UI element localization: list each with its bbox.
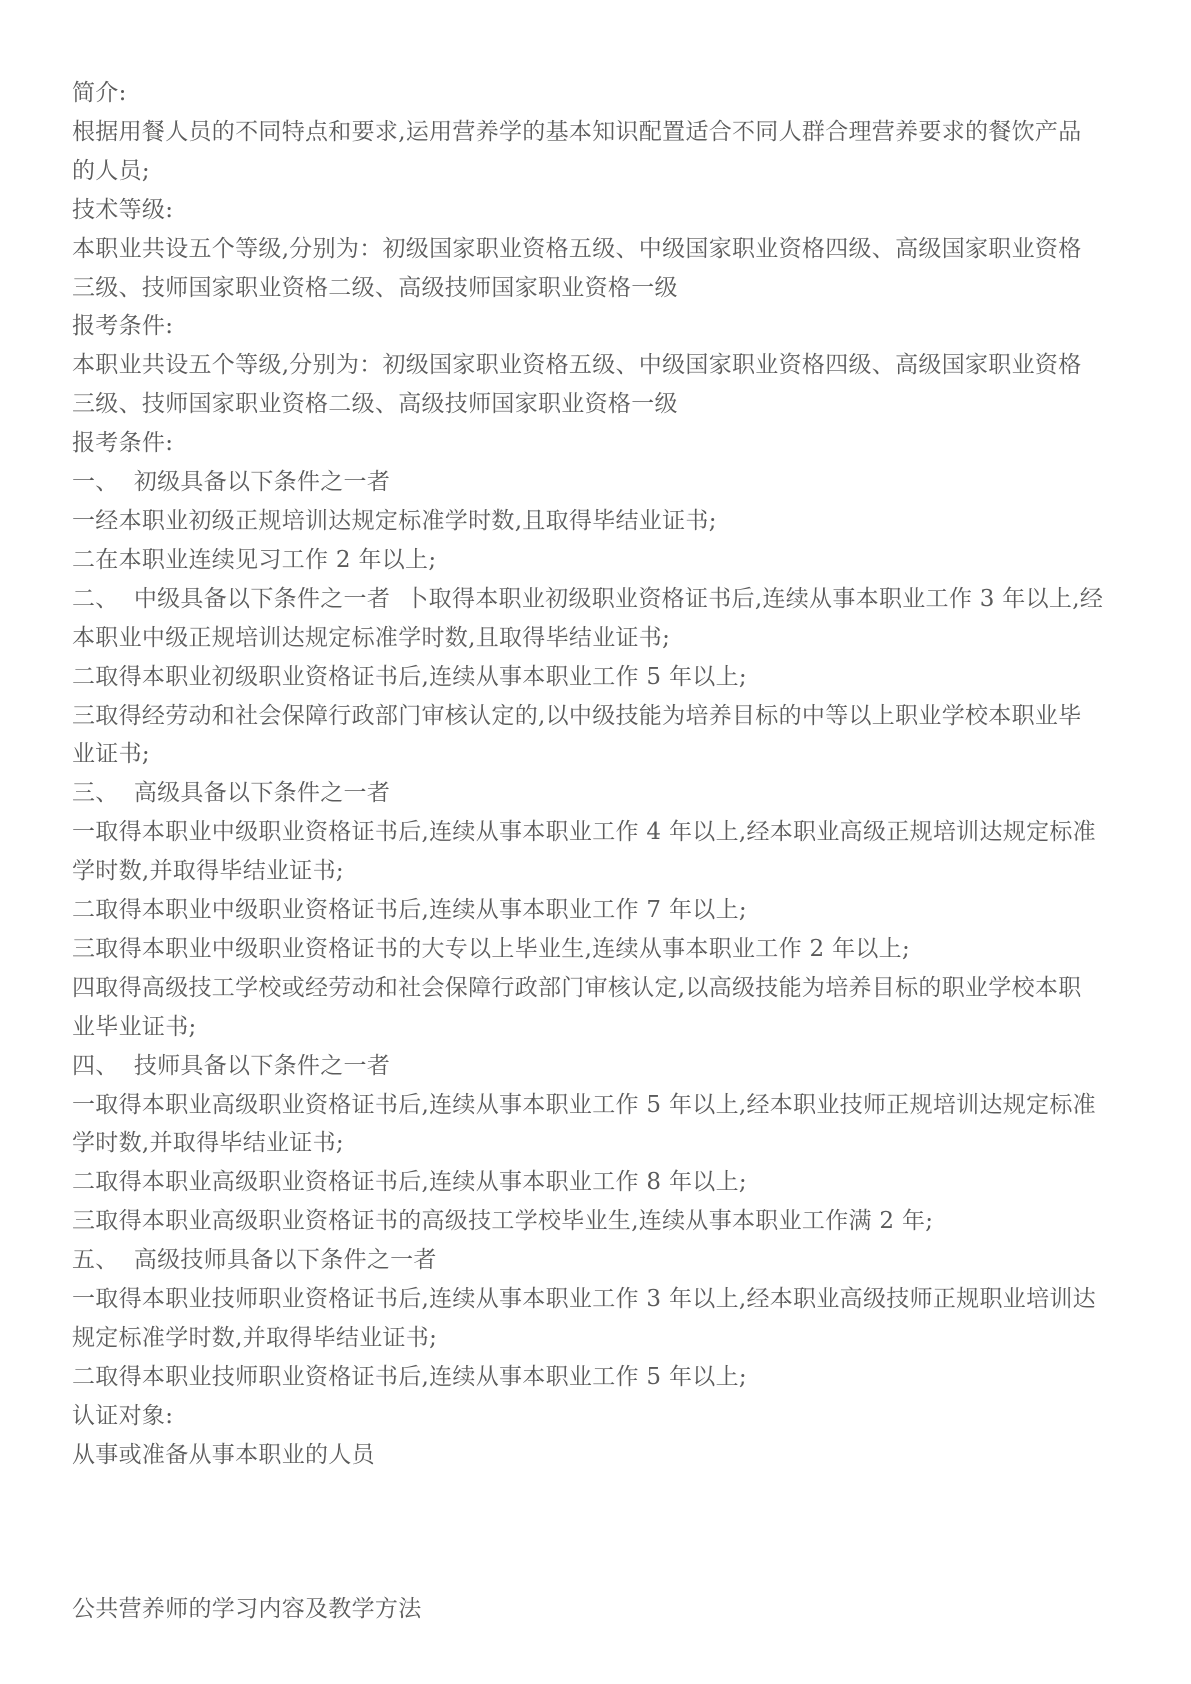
footer-title: 公共营养师的学习内容及教学方法 <box>72 1596 422 1623</box>
document-page <box>72 74 1132 1629</box>
subsection-heading: 二、 中级具备以下条件之一者 卜取得本职业初级职业资格证书后,连续从事本职业工作 3 年以上,经 <box>72 585 1104 612</box>
list-item: 二取得本职业技师职业资格证书后,连续从事本职业工作 5 年以上; <box>72 1363 747 1390</box>
list-item: 业毕业证书; <box>72 1013 197 1040</box>
list-item: 学时数,并取得毕结业证书; <box>72 1130 344 1157</box>
subsection-heading: 五、 高级技师具备以下条件之一者 <box>72 1247 437 1274</box>
paragraph-line: 从事或准备从事本职业的人员 <box>72 1441 375 1468</box>
paragraph-line: 三级、技师国家职业资格二级、高级技师国家职业资格一级 <box>72 391 678 418</box>
list-item: 学时数,并取得毕结业证书; <box>72 858 344 885</box>
subsection-heading: 一、 初级具备以下条件之一者 <box>72 469 391 496</box>
paragraph-line: 三级、技师国家职业资格二级、高级技师国家职业资格一级 <box>72 274 678 301</box>
paragraph-line: 本职业共设五个等级,分别为：初级国家职业资格五级、中级国家职业资格四级、高级国家职业资格 <box>72 352 1082 379</box>
section-heading-conditions: 报考条件: <box>72 313 174 340</box>
list-item: 二取得本职业高级职业资格证书后,连续从事本职业工作 8 年以上; <box>72 1169 747 1196</box>
section-heading-levels: 技术等级: <box>72 196 174 223</box>
list-item: 四取得高级技工学校或经劳动和社会保障行政部门审核认定,以高级技能为培养目标的职业学校本职 <box>72 974 1082 1001</box>
list-item: 本职业中级正规培训达规定标准学时数,且取得毕结业证书; <box>72 624 671 651</box>
section-heading-intro: 简介: <box>72 80 127 106</box>
section-heading-conditions: 报考条件: <box>72 430 174 457</box>
list-item: 一取得本职业中级职业资格证书后,连续从事本职业工作 4 年以上,经本职业高级正规培训达规定标准 <box>72 819 1096 846</box>
list-item: 二在本职业连续见习工作 2 年以上; <box>72 546 437 573</box>
paragraph-line: 根据用餐人员的不同特点和要求,运用营养学的基本知识配置适合不同人群合理营养要求的餐饮产品 <box>72 118 1082 145</box>
subsection-heading: 三、 高级具备以下条件之一者 <box>72 780 391 807</box>
list-item: 三取得经劳动和社会保障行政部门审核认定的,以中级技能为培养目标的中等以上职业学校本职业毕 <box>72 702 1082 729</box>
list-item: 一取得本职业技师职业资格证书后,连续从事本职业工作 3 年以上,经本职业高级技师正规职业培训达 <box>72 1286 1096 1313</box>
list-item: 三取得本职业高级职业资格证书的高级技工学校毕业生,连续从事本职业工作满 2 年; <box>72 1208 934 1235</box>
list-item: 三取得本职业中级职业资格证书的大专以上毕业生,连续从事本职业工作 2 年以上; <box>72 935 911 962</box>
list-item: 业证书; <box>72 741 150 768</box>
list-item: 二取得本职业中级职业资格证书后,连续从事本职业工作 7 年以上; <box>72 897 747 924</box>
section-heading-target: 认证对象: <box>72 1402 174 1429</box>
list-item: 二取得本职业初级职业资格证书后,连续从事本职业工作 5 年以上; <box>72 663 747 690</box>
list-item: 一取得本职业高级职业资格证书后,连续从事本职业工作 5 年以上,经本职业技师正规培训达规定标准 <box>72 1091 1096 1118</box>
subsection-heading: 四、 技师具备以下条件之一者 <box>72 1052 391 1079</box>
list-item: 规定标准学时数,并取得毕结业证书; <box>72 1325 438 1351</box>
section-spacer <box>72 1475 1132 1553</box>
paragraph-line: 本职业共设五个等级,分别为：初级国家职业资格五级、中级国家职业资格四级、高级国家职业资格 <box>72 235 1082 262</box>
list-item: 一经本职业初级正规培训达规定标准学时数,且取得毕结业证书; <box>72 507 717 534</box>
paragraph-line: 的人员; <box>72 157 150 184</box>
